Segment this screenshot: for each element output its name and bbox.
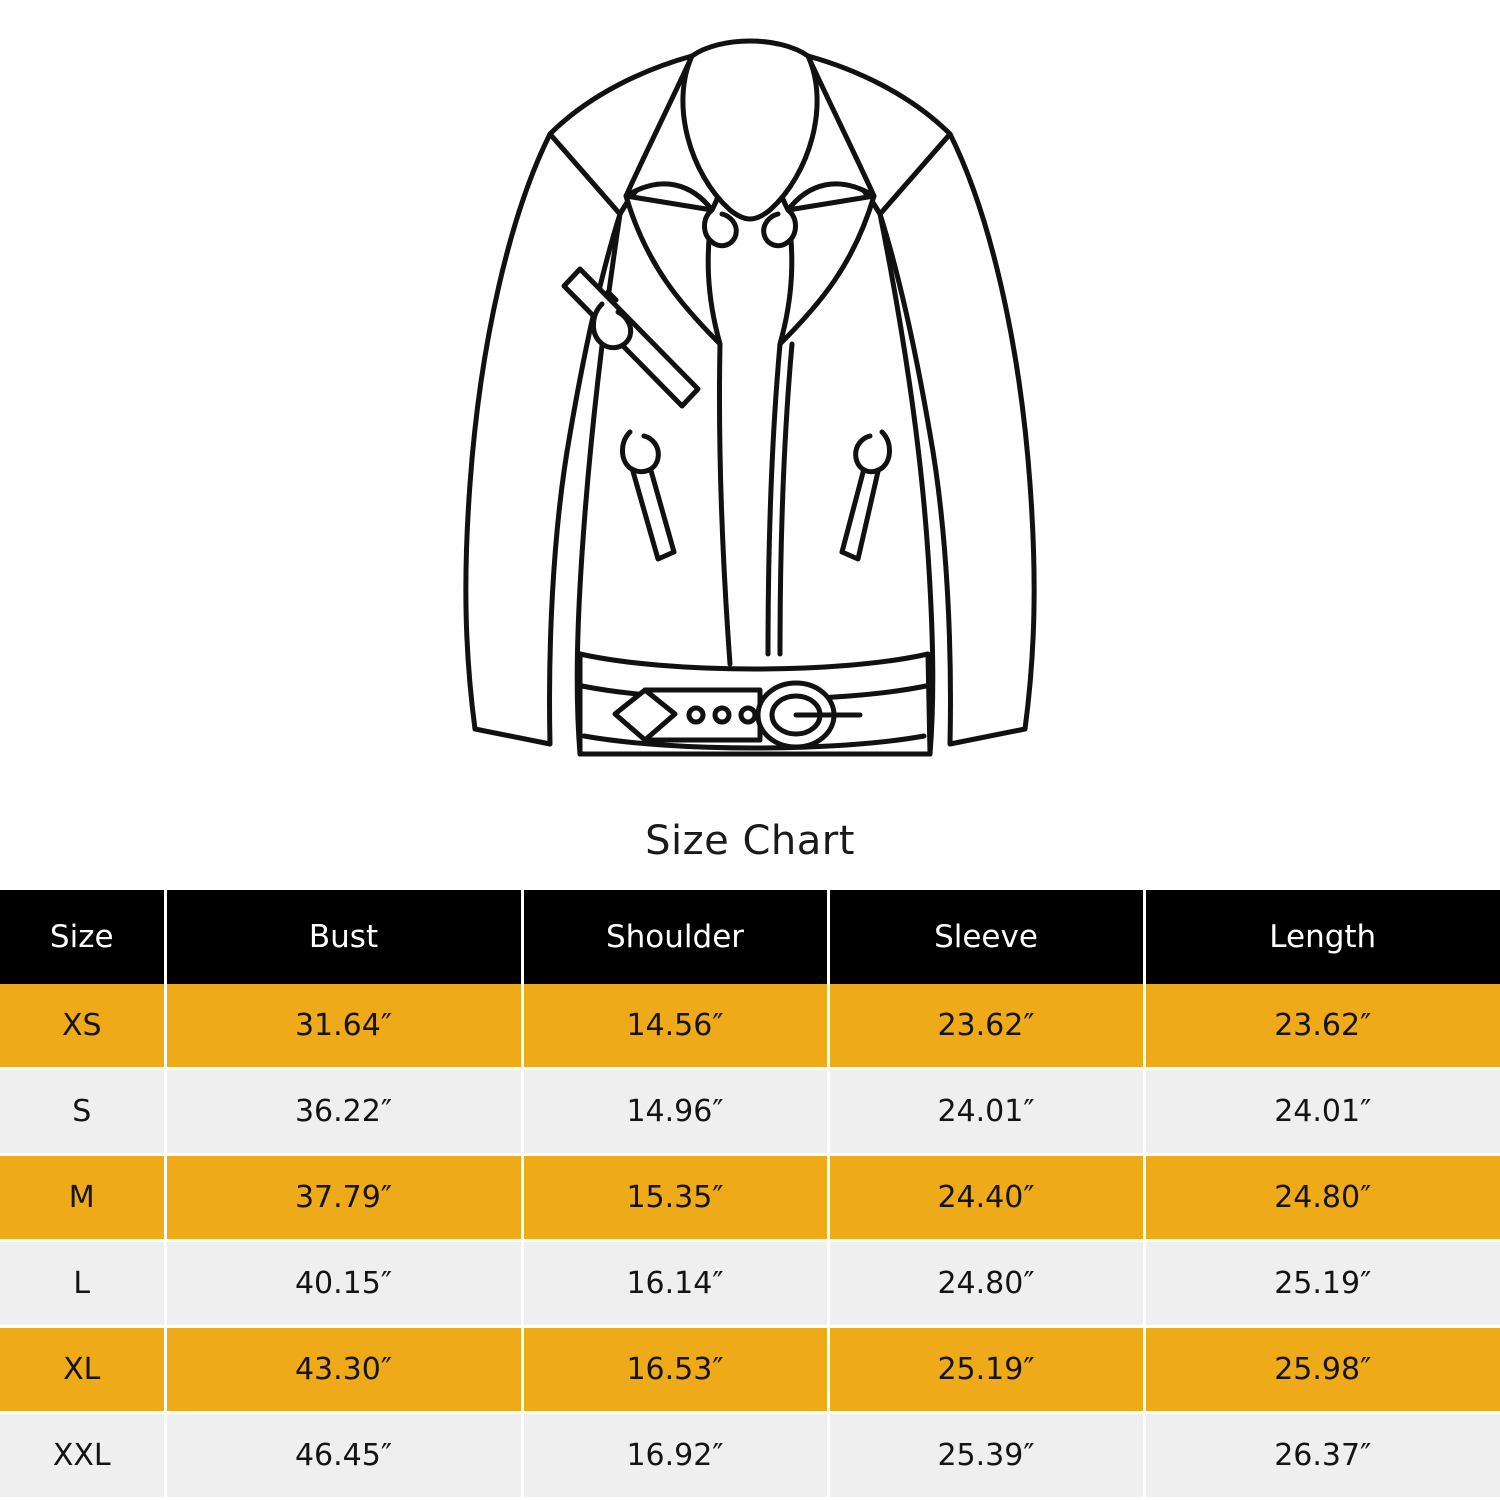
size-chart-table-wrapper: [0, 890, 1500, 1500]
cell-shoulder: 15.35″: [522, 1155, 828, 1241]
table-row: [0, 1069, 1500, 1155]
cell-sleeve: 23.62″: [828, 984, 1144, 1069]
cell-length: 25.98″: [1144, 1327, 1500, 1413]
cell-sleeve: 24.01″: [828, 1069, 1144, 1155]
table-row: [0, 984, 1500, 1069]
cell-size: L: [0, 1241, 165, 1327]
column-header-sleeve: Sleeve: [828, 890, 1144, 984]
cell-length: 24.80″: [1144, 1155, 1500, 1241]
column-header-size: Size: [0, 890, 165, 984]
cell-shoulder: 14.96″: [522, 1069, 828, 1155]
cell-size: XL: [0, 1327, 165, 1413]
cell-sleeve: 24.80″: [828, 1241, 1144, 1327]
cell-shoulder: 16.14″: [522, 1241, 828, 1327]
cell-sleeve: 25.39″: [828, 1413, 1144, 1499]
cell-shoulder: 14.56″: [522, 984, 828, 1069]
cell-bust: 37.79″: [165, 1155, 522, 1241]
cell-length: 23.62″: [1144, 984, 1500, 1069]
cell-size: XXL: [0, 1413, 165, 1499]
cell-length: 24.01″: [1144, 1069, 1500, 1155]
cell-size: XS: [0, 984, 165, 1069]
cell-shoulder: 16.92″: [522, 1413, 828, 1499]
cell-bust: 31.64″: [165, 984, 522, 1069]
cell-size: S: [0, 1069, 165, 1155]
size-chart-table: [0, 890, 1500, 1500]
cell-length: 26.37″: [1144, 1413, 1500, 1499]
cell-bust: 46.45″: [165, 1413, 522, 1499]
cell-shoulder: 16.53″: [522, 1327, 828, 1413]
column-header-shoulder: Shoulder: [522, 890, 828, 984]
table-header-row: [0, 890, 1500, 984]
cell-sleeve: 25.19″: [828, 1327, 1144, 1413]
table-row: [0, 1413, 1500, 1499]
cell-bust: 43.30″: [165, 1327, 522, 1413]
column-header-length: Length: [1144, 890, 1500, 984]
cell-length: 25.19″: [1144, 1241, 1500, 1327]
cell-size: M: [0, 1155, 165, 1241]
column-header-bust: Bust: [165, 890, 522, 984]
cell-bust: 40.15″: [165, 1241, 522, 1327]
table-row: [0, 1155, 1500, 1241]
cell-bust: 36.22″: [165, 1069, 522, 1155]
page-title: Size Chart: [645, 818, 855, 864]
cell-sleeve: 24.40″: [828, 1155, 1144, 1241]
table-row: [0, 1327, 1500, 1413]
table-row: [0, 1241, 1500, 1327]
